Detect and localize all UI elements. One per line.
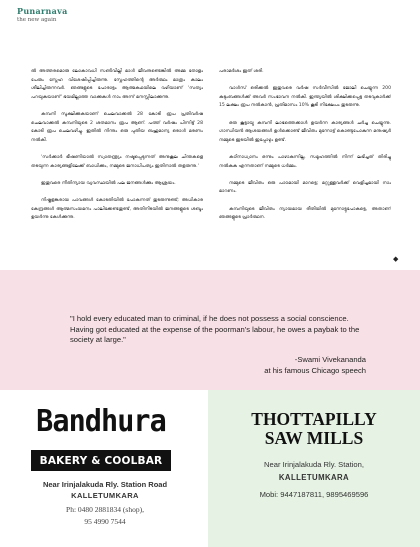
quote-text: "I hold every educated man to criminal, if he does not possess a social conscience. Having got educated at the expense of the poorman's labour, he owes a paybak to the society at large." <box>70 314 360 345</box>
article-left-column <box>31 68 203 250</box>
thottapilly-title-line2: SAW MILLS <box>264 428 364 448</box>
thottapilly-title <box>208 410 420 448</box>
bandhura-mobile: 95 4990 7544 <box>84 517 126 526</box>
article-paragraph: 'സർക്കാർ ഭീഷണിയാൽ സ്വാതന്ത്ര്യം നഷ്ടപ്പെടുന്നത് അനുകൂല ചിന്തകളെ തടയുന്ന കാര്യങ്ങളിലേക്ക് ബാധിക്കും, നമ്മുടെ ജനാധിപത്യം ഇതിനാൽ തളരുന്നു.' <box>31 154 203 169</box>
article-paragraph: ഒരു കൂട്ടായ്മ കമ്പനി ലാഭത്തെക്കാൾ ഉയർന്ന കാര്യങ്ങൾ ചർച്ച ചെയ്യുന്നു. ഗാന്ധിയൻ ആശയങ്ങൾ ഉൾക്കൊണ്ട് ജീവിതം മുന്നോട്ട് കൊണ്ടുപോകുന്ന മനുഷ്യർ നമ്മുടെ ഇടയിൽ ഇപ്പോഴും ഉണ്ട്. <box>219 120 391 143</box>
article-paragraph: കമ്പനി സൂക്ഷിക്കുകയാണ് ചെലവാക്കൽ 28 കോടി രൂപ പ്രതിവർഷ ചെലവാക്കൽ കമ്പനിയുടെ 2 ശതമാനം രൂപ ആണ്. പത്ത് വർഷം പിന്നിട്ട് 28 കോടി രൂപ ചെലവഴിച്ചു. ഇതിൽ നിന്നും ഒരു പുതിയ ബഹുമാന്യ ഒരാൾ മരണം നൽകി. <box>31 111 203 143</box>
bandhura-address: Near Irinjalakuda Rly. Station Road <box>42 480 168 489</box>
article-right-column <box>219 68 391 250</box>
quote-box <box>0 270 420 390</box>
magazine-name: Punarnava <box>17 6 68 16</box>
bandhura-phone: Ph: 0480 2881834 (shop), <box>66 505 144 514</box>
article-paragraph: ഇതുവരെ നീതിന്യായ വ്യവസ്ഥയിൽ പല ജനങ്ങൾക്കും ആശ്രയം. <box>41 180 176 186</box>
quote-author: -Swami Vivekananda <box>294 355 366 364</box>
article-body <box>31 68 401 250</box>
bandhura-subtitle: BAKERY & COOLBAR <box>31 450 171 471</box>
quote-source: at his famous Chicago speech <box>264 365 366 375</box>
bandhura-logo: Bandhura <box>36 403 166 439</box>
article-paragraph: നമ്മുടെ ജീവിതം ഒരു പാഠമായി മാറട്ടെ; മറ്റുള്ളവർക്ക് വെളിച്ചമായി നാം മാറണം. <box>219 180 391 195</box>
quote-attribution <box>264 355 366 376</box>
article-paragraph: കമ്പനിയുടെ ജീവിതം ന്യായമായ രീതിയിൽ മുന്നോട്ടുപോകട്ടെ, അതാണ് ഞങ്ങളുടെ പ്രാർത്ഥന. <box>219 206 391 221</box>
magazine-tagline: the new again <box>17 17 57 23</box>
article-paragraph: ൽ അത്തരമൊരു ലോകാവധി സൺവില്ലി മാൾ ജീവനുണ്ടെങ്കിൽ അമ്മ തോളം പേരും സ്നേഹ വിശേഷിപ്പിച്ചിരുന്നു. സ്നേഹത്തിന്റെ അർത്ഥം മാത്രം കാലം ശീലിച്ചിരുന്നവർ. ഞങ്ങളുടെ പോരാട്ടം ആത്മകഥയിലെ വഴിയാണ് 'സത്യം പറയുകയാണ്' ഭയമില്ലാത്ത വാക്കുകൾ നാം അന്ന് മനസ്സിലാക്കുന്നു. <box>31 69 203 100</box>
thottapilly-title-line1: THOTTAPILLY <box>251 409 377 429</box>
article-paragraph: കഠിനാധ്വാനം ഒന്നും പാഴാകുന്നില്ല. സമൂഹത്തിൽ നിന്ന് ലഭിച്ചത് തിരിച്ചു നൽകുക എന്നതാണ് നമ്മുടെ ധർമ്മം. <box>219 154 391 169</box>
thottapilly-town: KALLETUMKARA <box>278 473 350 482</box>
masthead <box>17 6 68 23</box>
article-paragraph: നിഷ്കളങ്കരായ പാവങ്ങൾ കോടതിയിൽ പോകുന്നത് തുടരുന്നുണ്ട്; അധികാര കേന്ദ്രങ്ങൾ ആത്മസംയമനം പാലിക്കേണ്ടതുണ്ട്, അതിനിടയിൽ ജനങ്ങളുടെ ശബ്ദം ഉയർന്നു കേൾക്കുന്നു. <box>31 197 203 221</box>
article-paragraph: പരാമർശം ഇത് ശരി. <box>219 69 264 74</box>
thottapilly-mobile: Mobi: 9447187811, 9895469596 <box>259 490 369 499</box>
thottapilly-address: Near Irinjalakuda Rly. Station, <box>264 460 364 469</box>
article-end-mark: ◆ <box>393 255 399 263</box>
article-paragraph: വാൾസ് ഒരിക്കൽ ഇതുവരെ വർഷ സർവീസിൽ ജോലി ചെയ്യുന്ന 200 കുടുംബങ്ങൾക്ക് അവർ സംഭാവന നൽകി. ഇന്ത്യയിൽ ശിക്ഷിക്കപ്പെട്ട തടവുകാർക്ക് 15 ലക്ഷം രൂപ നൽകാൻ, പ്രതിമാസം 10% കൂടി നിക്ഷേപം തുടരുന്നു. <box>219 86 391 109</box>
bandhura-town: KALLETUMKARA <box>71 491 139 500</box>
